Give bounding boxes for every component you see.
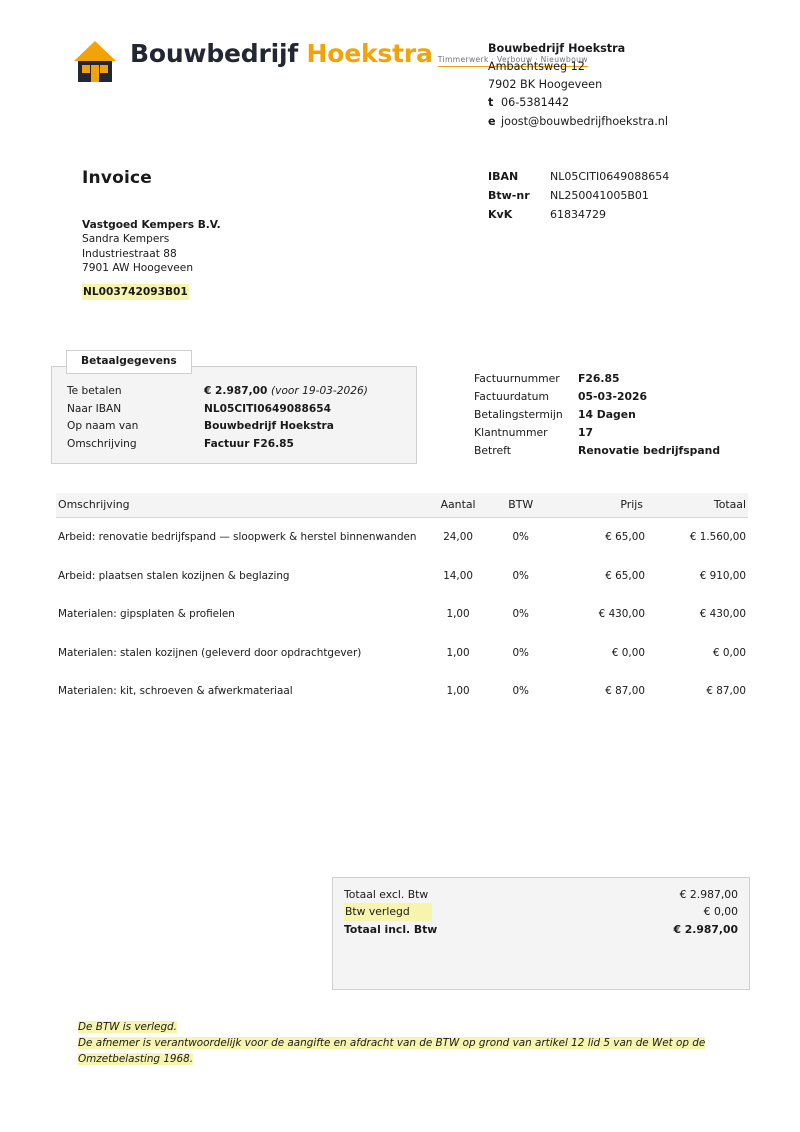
cell-total: € 430,00 — [699, 608, 746, 621]
payment-details-tab: Betaalgegevens — [66, 350, 192, 374]
line-items-body — [56, 518, 748, 711]
meta-row-label: Betreft — [474, 443, 511, 457]
cell-description: Arbeid: renovatie bedrijfspand — sloopwerk & herstel binnenwanden — [58, 531, 417, 543]
meta-row — [474, 424, 720, 442]
company-address-block — [488, 40, 668, 131]
column-header-quantity: Aantal — [427, 493, 490, 518]
company-city: 7902 BK Hoogeveen — [488, 78, 603, 92]
cell-price: € 0,00 — [611, 646, 645, 659]
meta-row-value: 14 Dagen — [578, 407, 636, 421]
meta-row-value: Renovatie bedrijfspand — [578, 443, 721, 457]
meta-row — [474, 370, 720, 388]
cell-vat: 0% — [512, 646, 529, 659]
customer-contact: Sandra Kempers — [82, 233, 170, 246]
totals-row-incl — [344, 921, 738, 938]
customer-address-block — [82, 218, 221, 300]
payment-row — [67, 436, 368, 454]
phone-label: t — [488, 96, 494, 110]
bank-row — [488, 168, 669, 187]
footer-note-line-2: De afnemer is verantwoordelijk voor de aangifte en afdracht van de BTW op grond van artikel 12 lid 5 van de Wet op de Omzetbelasting 1968. — [78, 1036, 706, 1065]
meta-row-label: Factuurdatum — [474, 389, 550, 403]
meta-row-value: 17 — [578, 425, 594, 439]
column-header-vat: BTW — [489, 493, 552, 518]
cell-vat: 0% — [512, 685, 529, 698]
meta-row-label: Factuurnummer — [474, 372, 560, 385]
logo-word-secondary: Hoekstra — [306, 39, 433, 68]
table-row — [56, 672, 748, 711]
table-row — [56, 634, 748, 673]
bank-row-label: Btw-nr — [488, 188, 530, 202]
payment-row-value: Factuur F26.85 — [204, 437, 294, 450]
cell-vat: 0% — [512, 531, 529, 543]
table-header-row — [56, 493, 748, 518]
cell-total: € 87,00 — [706, 685, 746, 698]
cell-quantity: 1,00 — [446, 685, 470, 698]
company-phone-row — [488, 94, 668, 112]
cell-description: Materialen: stalen kozijnen (geleverd door opdrachtgever) — [58, 646, 362, 659]
payment-row-value: Bouwbedrijf Hoekstra — [204, 420, 334, 433]
payment-details-rows — [67, 383, 368, 453]
email-label: e — [488, 114, 496, 128]
company-email: joost@bouwbedrijfhoekstra.nl — [501, 114, 668, 128]
meta-row — [474, 406, 720, 424]
company-name: Bouwbedrijf Hoekstra — [488, 42, 626, 55]
logo-word-primary: Bouwbedrijf — [130, 39, 299, 68]
table-row — [56, 518, 748, 557]
house-logo-icon — [72, 38, 118, 84]
bank-row-value: NL250041005B01 — [550, 188, 649, 202]
cell-quantity: 1,00 — [446, 608, 470, 621]
bank-row-value: 61834729 — [550, 207, 606, 221]
vat-reverse-charge-note — [78, 1020, 744, 1067]
payment-row-value — [204, 383, 368, 401]
payment-row-label: Omschrijving — [67, 437, 137, 450]
payment-amount: € 2.987,00 — [204, 385, 268, 397]
cell-description: Materialen: kit, schroeven & afwerkmateriaal — [58, 685, 293, 698]
meta-row-label: Betalingstermijn — [474, 407, 563, 421]
cell-quantity: 14,00 — [443, 569, 473, 582]
meta-row-value: 05-03-2026 — [578, 389, 648, 403]
cell-total: € 910,00 — [699, 569, 746, 582]
totals-vat-value: € 0,00 — [703, 905, 738, 919]
cell-total: € 0,00 — [712, 646, 746, 659]
cell-total: € 1.560,00 — [689, 531, 746, 543]
cell-description: Materialen: gipsplaten & profielen — [58, 608, 235, 621]
company-street: Ambachtsweg 12 — [488, 60, 585, 74]
column-header-total: Totaal — [645, 493, 748, 518]
totals-incl-label: Totaal incl. Btw — [344, 922, 438, 936]
bank-row-label: IBAN — [488, 170, 519, 183]
cell-price: € 87,00 — [605, 685, 645, 698]
logo-wordmark — [130, 39, 433, 68]
cell-vat: 0% — [512, 569, 529, 582]
table-row — [56, 557, 748, 596]
line-items-table — [56, 493, 748, 711]
meta-row-label: Klantnummer — [474, 425, 548, 439]
customer-city: 7901 AW Hoogeveen — [82, 261, 194, 274]
totals-excl-label: Totaal excl. Btw — [344, 888, 429, 901]
payment-row-label: Te betalen — [67, 385, 122, 397]
payment-row-label: Naar IBAN — [67, 402, 122, 415]
meta-row-value: F26.85 — [578, 372, 620, 385]
payment-row-value: NL05CITI0649088654 — [204, 402, 331, 415]
cell-quantity: 24,00 — [443, 531, 473, 543]
payment-due-date: (voor 19-03-2026) — [271, 385, 368, 397]
totals-excl-value: € 2.987,00 — [679, 888, 738, 901]
cell-price: € 430,00 — [598, 608, 645, 621]
totals-vat-label: Btw verlegd — [344, 903, 432, 920]
bank-row-label: KvK — [488, 207, 513, 221]
footer-note-line-1: De BTW is verlegd. — [78, 1021, 177, 1033]
cell-description: Arbeid: plaatsen stalen kozijnen & beglazing — [58, 569, 290, 582]
customer-street: Industriestraat 88 — [82, 247, 177, 260]
bank-row — [488, 187, 669, 206]
line-items-header — [56, 493, 748, 518]
cell-price: € 65,00 — [605, 569, 645, 582]
company-email-row — [488, 113, 668, 131]
meta-row — [474, 388, 720, 406]
payment-row — [67, 383, 368, 401]
bank-row — [488, 206, 669, 225]
payment-row — [67, 401, 368, 419]
payment-row-label: Op naam van — [67, 420, 139, 433]
invoice-meta-block — [474, 370, 720, 460]
customer-vat-number: NL003742093B01 — [82, 284, 189, 300]
totals-row-vat — [344, 903, 738, 920]
cell-vat: 0% — [512, 608, 529, 621]
company-phone: 06-5381442 — [501, 96, 570, 110]
totals-incl-value: € 2.987,00 — [673, 922, 738, 936]
bank-row-value: NL05CITI0649088654 — [550, 170, 670, 183]
cell-quantity: 1,00 — [446, 646, 470, 659]
payment-row — [67, 418, 368, 436]
page-title: Invoice — [82, 168, 153, 188]
totals-rows — [344, 886, 738, 938]
cell-price: € 65,00 — [605, 531, 645, 543]
column-header-price: Prijs — [552, 493, 645, 518]
column-header-description: Omschrijving — [56, 493, 427, 518]
table-row — [56, 595, 748, 634]
meta-row — [474, 442, 720, 460]
customer-name: Vastgoed Kempers B.V. — [82, 219, 221, 231]
totals-row-excl — [344, 886, 738, 903]
bank-details-block — [488, 168, 669, 225]
logo-tagline: Timmerwerk · Verbouw · Nieuwbouw — [438, 55, 588, 67]
